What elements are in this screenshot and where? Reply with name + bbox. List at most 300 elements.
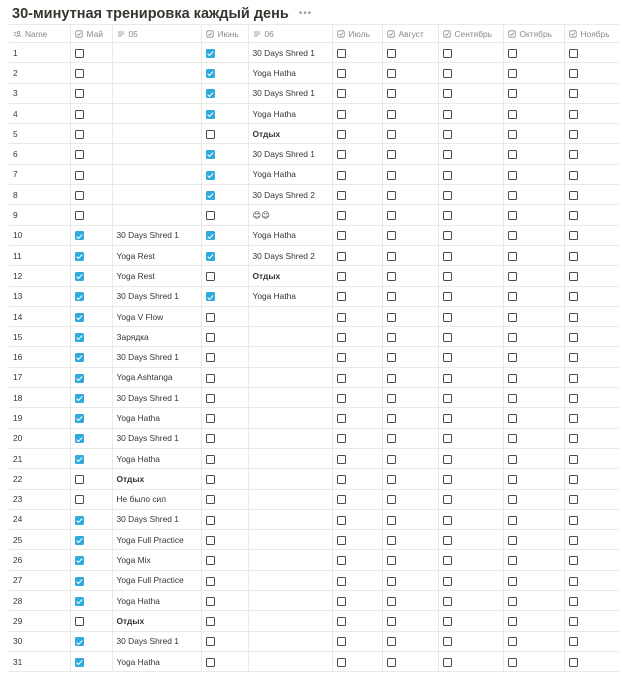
column-header-name[interactable]	[9, 25, 70, 43]
checkbox-unchecked[interactable]	[443, 231, 452, 240]
checkbox-cell-jul[interactable]	[332, 428, 382, 448]
checkbox-cell-nov[interactable]	[564, 570, 619, 590]
checkbox-unchecked[interactable]	[508, 110, 517, 119]
checkbox-unchecked[interactable]	[569, 313, 578, 322]
checkbox-cell-oct[interactable]	[503, 63, 564, 83]
checkbox-unchecked[interactable]	[387, 597, 396, 606]
checkbox-checked[interactable]	[75, 536, 84, 545]
checkbox-unchecked[interactable]	[443, 617, 452, 626]
checkbox-unchecked[interactable]	[508, 495, 517, 504]
checkbox-cell-nov[interactable]	[564, 306, 619, 326]
checkbox-unchecked[interactable]	[569, 556, 578, 565]
checkbox-cell-jul[interactable]	[332, 124, 382, 144]
checkbox-unchecked[interactable]	[75, 191, 84, 200]
checkbox-unchecked[interactable]	[443, 374, 452, 383]
checkbox-unchecked[interactable]	[387, 292, 396, 301]
table-row[interactable]	[9, 103, 619, 123]
checkbox-unchecked[interactable]	[443, 637, 452, 646]
checkbox-checked[interactable]	[75, 272, 84, 281]
checkbox-cell-may[interactable]	[70, 448, 112, 468]
column-header-aug[interactable]	[382, 25, 438, 43]
checkbox-cell-sep[interactable]	[438, 570, 503, 590]
checkbox-cell-sep[interactable]	[438, 530, 503, 550]
checkbox-cell-sep[interactable]	[438, 103, 503, 123]
checkbox-cell-jun[interactable]	[201, 43, 248, 63]
checkbox-cell-aug[interactable]	[382, 306, 438, 326]
checkbox-cell-oct[interactable]	[503, 245, 564, 265]
checkbox-cell-jun[interactable]	[201, 225, 248, 245]
checkbox-unchecked[interactable]	[206, 637, 215, 646]
checkbox-unchecked[interactable]	[508, 455, 517, 464]
checkbox-cell-jun[interactable]	[201, 266, 248, 286]
checkbox-checked[interactable]	[206, 171, 215, 180]
checkbox-cell-aug[interactable]	[382, 611, 438, 631]
checkbox-cell-aug[interactable]	[382, 63, 438, 83]
text-cell-jun-text[interactable]: Yoga Hatha	[248, 225, 332, 245]
checkbox-cell-sep[interactable]	[438, 509, 503, 529]
row-name-cell[interactable]: 21	[9, 448, 70, 468]
checkbox-unchecked[interactable]	[75, 69, 84, 78]
checkbox-cell-jun[interactable]	[201, 428, 248, 448]
checkbox-cell-jul[interactable]	[332, 347, 382, 367]
checkbox-unchecked[interactable]	[443, 150, 452, 159]
checkbox-unchecked[interactable]	[508, 231, 517, 240]
checkbox-cell-oct[interactable]	[503, 550, 564, 570]
checkbox-cell-may[interactable]	[70, 631, 112, 651]
table-row[interactable]	[9, 651, 619, 671]
checkbox-cell-jun[interactable]	[201, 185, 248, 205]
checkbox-cell-may[interactable]	[70, 205, 112, 225]
column-header-jun[interactable]	[201, 25, 248, 43]
text-cell-jun-text[interactable]: Yoga Hatha	[248, 164, 332, 184]
checkbox-checked[interactable]	[75, 516, 84, 525]
checkbox-checked[interactable]	[75, 414, 84, 423]
text-cell-may-text[interactable]	[112, 144, 201, 164]
checkbox-cell-jul[interactable]	[332, 651, 382, 671]
checkbox-cell-oct[interactable]	[503, 631, 564, 651]
checkbox-unchecked[interactable]	[206, 353, 215, 362]
table-row[interactable]	[9, 489, 619, 509]
text-cell-jun-text[interactable]	[248, 306, 332, 326]
checkbox-cell-oct[interactable]	[503, 591, 564, 611]
checkbox-cell-oct[interactable]	[503, 448, 564, 468]
checkbox-unchecked[interactable]	[337, 637, 346, 646]
table-row[interactable]	[9, 185, 619, 205]
checkbox-unchecked[interactable]	[569, 353, 578, 362]
row-name-cell[interactable]: 28	[9, 591, 70, 611]
checkbox-unchecked[interactable]	[206, 658, 215, 667]
checkbox-cell-jun[interactable]	[201, 408, 248, 428]
row-name-cell[interactable]: 7	[9, 164, 70, 184]
checkbox-checked[interactable]	[75, 597, 84, 606]
checkbox-cell-aug[interactable]	[382, 245, 438, 265]
checkbox-unchecked[interactable]	[443, 516, 452, 525]
checkbox-unchecked[interactable]	[508, 353, 517, 362]
checkbox-cell-jun[interactable]	[201, 63, 248, 83]
checkbox-cell-aug[interactable]	[382, 489, 438, 509]
checkbox-cell-may[interactable]	[70, 651, 112, 671]
checkbox-cell-oct[interactable]	[503, 347, 564, 367]
checkbox-unchecked[interactable]	[569, 536, 578, 545]
checkbox-cell-nov[interactable]	[564, 347, 619, 367]
checkbox-unchecked[interactable]	[206, 556, 215, 565]
checkbox-cell-sep[interactable]	[438, 286, 503, 306]
checkbox-cell-jul[interactable]	[332, 388, 382, 408]
checkbox-cell-may[interactable]	[70, 63, 112, 83]
checkbox-unchecked[interactable]	[337, 536, 346, 545]
checkbox-cell-jun[interactable]	[201, 367, 248, 387]
text-cell-jun-text[interactable]	[248, 428, 332, 448]
checkbox-cell-jul[interactable]	[332, 103, 382, 123]
checkbox-cell-jul[interactable]	[332, 164, 382, 184]
text-cell-may-text[interactable]: Yoga Hatha	[112, 591, 201, 611]
checkbox-cell-oct[interactable]	[503, 225, 564, 245]
checkbox-cell-nov[interactable]	[564, 530, 619, 550]
checkbox-cell-may[interactable]	[70, 509, 112, 529]
checkbox-unchecked[interactable]	[569, 597, 578, 606]
checkbox-cell-sep[interactable]	[438, 448, 503, 468]
checkbox-checked[interactable]	[206, 49, 215, 58]
checkbox-cell-oct[interactable]	[503, 327, 564, 347]
table-row[interactable]	[9, 408, 619, 428]
checkbox-unchecked[interactable]	[337, 374, 346, 383]
table-row[interactable]	[9, 469, 619, 489]
checkbox-cell-jun[interactable]	[201, 205, 248, 225]
checkbox-cell-sep[interactable]	[438, 124, 503, 144]
checkbox-unchecked[interactable]	[508, 89, 517, 98]
text-cell-may-text[interactable]: Yoga Full Practice	[112, 530, 201, 550]
checkbox-unchecked[interactable]	[387, 495, 396, 504]
checkbox-unchecked[interactable]	[508, 556, 517, 565]
checkbox-cell-may[interactable]	[70, 83, 112, 103]
table-row[interactable]	[9, 83, 619, 103]
checkbox-unchecked[interactable]	[569, 577, 578, 586]
text-cell-jun-text[interactable]	[248, 651, 332, 671]
checkbox-cell-jul[interactable]	[332, 327, 382, 347]
checkbox-checked[interactable]	[75, 455, 84, 464]
row-name-cell[interactable]: 4	[9, 103, 70, 123]
checkbox-cell-may[interactable]	[70, 43, 112, 63]
checkbox-cell-may[interactable]	[70, 164, 112, 184]
checkbox-unchecked[interactable]	[387, 333, 396, 342]
checkbox-cell-aug[interactable]	[382, 185, 438, 205]
checkbox-cell-aug[interactable]	[382, 388, 438, 408]
checkbox-unchecked[interactable]	[337, 597, 346, 606]
table-row[interactable]	[9, 448, 619, 468]
checkbox-unchecked[interactable]	[508, 536, 517, 545]
checkbox-unchecked[interactable]	[569, 89, 578, 98]
checkbox-cell-oct[interactable]	[503, 651, 564, 671]
checkbox-cell-oct[interactable]	[503, 164, 564, 184]
checkbox-unchecked[interactable]	[569, 637, 578, 646]
column-header-may[interactable]	[70, 25, 112, 43]
checkbox-unchecked[interactable]	[206, 394, 215, 403]
checkbox-unchecked[interactable]	[206, 414, 215, 423]
checkbox-cell-oct[interactable]	[503, 367, 564, 387]
checkbox-cell-jul[interactable]	[332, 63, 382, 83]
checkbox-cell-sep[interactable]	[438, 489, 503, 509]
checkbox-cell-oct[interactable]	[503, 83, 564, 103]
row-name-cell[interactable]: 13	[9, 286, 70, 306]
text-cell-may-text[interactable]: 30 Days Shred 1	[112, 225, 201, 245]
checkbox-cell-jun[interactable]	[201, 489, 248, 509]
checkbox-unchecked[interactable]	[443, 110, 452, 119]
checkbox-cell-jun[interactable]	[201, 550, 248, 570]
checkbox-unchecked[interactable]	[569, 252, 578, 261]
row-name-cell[interactable]: 2	[9, 63, 70, 83]
checkbox-checked[interactable]	[206, 69, 215, 78]
row-name-cell[interactable]: 10	[9, 225, 70, 245]
checkbox-unchecked[interactable]	[508, 130, 517, 139]
text-cell-jun-text[interactable]: 30 Days Shred 2	[248, 185, 332, 205]
checkbox-cell-sep[interactable]	[438, 43, 503, 63]
text-cell-may-text[interactable]: Yoga V Flow	[112, 306, 201, 326]
checkbox-cell-sep[interactable]	[438, 225, 503, 245]
checkbox-cell-sep[interactable]	[438, 408, 503, 428]
checkbox-checked[interactable]	[75, 637, 84, 646]
checkbox-unchecked[interactable]	[337, 516, 346, 525]
checkbox-cell-sep[interactable]	[438, 63, 503, 83]
checkbox-unchecked[interactable]	[206, 455, 215, 464]
checkbox-unchecked[interactable]	[387, 89, 396, 98]
checkbox-cell-sep[interactable]	[438, 591, 503, 611]
checkbox-unchecked[interactable]	[569, 211, 578, 220]
checkbox-unchecked[interactable]	[337, 333, 346, 342]
checkbox-cell-may[interactable]	[70, 388, 112, 408]
checkbox-checked[interactable]	[206, 292, 215, 301]
text-cell-jun-text[interactable]: Отдых	[248, 266, 332, 286]
checkbox-unchecked[interactable]	[508, 150, 517, 159]
checkbox-cell-aug[interactable]	[382, 509, 438, 529]
checkbox-cell-jun[interactable]	[201, 164, 248, 184]
text-cell-jun-text[interactable]: Yoga Hatha	[248, 286, 332, 306]
checkbox-cell-aug[interactable]	[382, 83, 438, 103]
more-horizontal-icon[interactable]: •••	[298, 8, 313, 19]
text-cell-may-text[interactable]	[112, 164, 201, 184]
checkbox-cell-jun[interactable]	[201, 306, 248, 326]
row-name-cell[interactable]: 25	[9, 530, 70, 550]
text-cell-may-text[interactable]: 30 Days Shred 1	[112, 388, 201, 408]
checkbox-unchecked[interactable]	[337, 292, 346, 301]
checkbox-cell-jul[interactable]	[332, 306, 382, 326]
row-name-cell[interactable]: 30	[9, 631, 70, 651]
row-name-cell[interactable]: 1	[9, 43, 70, 63]
text-cell-may-text[interactable]: Yoga Hatha	[112, 408, 201, 428]
checkbox-cell-oct[interactable]	[503, 124, 564, 144]
checkbox-unchecked[interactable]	[387, 252, 396, 261]
checkbox-cell-jul[interactable]	[332, 185, 382, 205]
checkbox-cell-sep[interactable]	[438, 388, 503, 408]
checkbox-unchecked[interactable]	[206, 374, 215, 383]
checkbox-cell-aug[interactable]	[382, 164, 438, 184]
checkbox-unchecked[interactable]	[337, 231, 346, 240]
checkbox-checked[interactable]	[75, 577, 84, 586]
table-row[interactable]	[9, 591, 619, 611]
checkbox-unchecked[interactable]	[569, 333, 578, 342]
text-cell-may-text[interactable]: Yoga Mix	[112, 550, 201, 570]
table-row[interactable]	[9, 205, 619, 225]
checkbox-unchecked[interactable]	[508, 475, 517, 484]
table-row[interactable]	[9, 266, 619, 286]
text-cell-may-text[interactable]: 30 Days Shred 1	[112, 428, 201, 448]
checkbox-unchecked[interactable]	[206, 617, 215, 626]
text-cell-jun-text[interactable]	[248, 611, 332, 631]
checkbox-unchecked[interactable]	[337, 110, 346, 119]
checkbox-checked[interactable]	[206, 252, 215, 261]
checkbox-unchecked[interactable]	[75, 49, 84, 58]
table-row[interactable]	[9, 428, 619, 448]
checkbox-unchecked[interactable]	[387, 110, 396, 119]
checkbox-unchecked[interactable]	[337, 394, 346, 403]
checkbox-cell-sep[interactable]	[438, 651, 503, 671]
table-row[interactable]	[9, 367, 619, 387]
checkbox-cell-may[interactable]	[70, 225, 112, 245]
checkbox-unchecked[interactable]	[337, 69, 346, 78]
checkbox-unchecked[interactable]	[75, 171, 84, 180]
table-row[interactable]	[9, 550, 619, 570]
checkbox-cell-may[interactable]	[70, 469, 112, 489]
checkbox-unchecked[interactable]	[337, 556, 346, 565]
checkbox-cell-oct[interactable]	[503, 570, 564, 590]
checkbox-unchecked[interactable]	[443, 577, 452, 586]
checkbox-unchecked[interactable]	[75, 475, 84, 484]
checkbox-unchecked[interactable]	[443, 455, 452, 464]
text-cell-may-text[interactable]: Отдых	[112, 469, 201, 489]
checkbox-unchecked[interactable]	[443, 211, 452, 220]
text-cell-jun-text[interactable]: 😊😉	[248, 205, 332, 225]
checkbox-unchecked[interactable]	[75, 495, 84, 504]
checkbox-cell-jun[interactable]	[201, 631, 248, 651]
table-row[interactable]	[9, 225, 619, 245]
checkbox-cell-aug[interactable]	[382, 286, 438, 306]
checkbox-unchecked[interactable]	[387, 637, 396, 646]
checkbox-unchecked[interactable]	[443, 69, 452, 78]
text-cell-may-text[interactable]: Yoga Full Practice	[112, 570, 201, 590]
text-cell-jun-text[interactable]: Yoga Hatha	[248, 103, 332, 123]
row-name-cell[interactable]: 20	[9, 428, 70, 448]
checkbox-unchecked[interactable]	[443, 272, 452, 281]
checkbox-cell-jul[interactable]	[332, 225, 382, 245]
column-header-jun-text[interactable]	[248, 25, 332, 43]
checkbox-unchecked[interactable]	[387, 49, 396, 58]
row-name-cell[interactable]: 11	[9, 245, 70, 265]
checkbox-cell-aug[interactable]	[382, 367, 438, 387]
text-cell-jun-text[interactable]	[248, 388, 332, 408]
checkbox-checked[interactable]	[75, 374, 84, 383]
text-cell-may-text[interactable]: 30 Days Shred 1	[112, 286, 201, 306]
checkbox-unchecked[interactable]	[387, 69, 396, 78]
checkbox-unchecked[interactable]	[508, 313, 517, 322]
row-name-cell[interactable]: 8	[9, 185, 70, 205]
checkbox-cell-jun[interactable]	[201, 347, 248, 367]
column-header-may-text[interactable]	[112, 25, 201, 43]
checkbox-cell-oct[interactable]	[503, 205, 564, 225]
checkbox-cell-jul[interactable]	[332, 205, 382, 225]
column-header-oct[interactable]	[503, 25, 564, 43]
checkbox-unchecked[interactable]	[387, 353, 396, 362]
checkbox-cell-jun[interactable]	[201, 591, 248, 611]
table-row[interactable]	[9, 245, 619, 265]
checkbox-cell-nov[interactable]	[564, 489, 619, 509]
checkbox-unchecked[interactable]	[337, 313, 346, 322]
checkbox-unchecked[interactable]	[443, 394, 452, 403]
checkbox-cell-jul[interactable]	[332, 469, 382, 489]
row-name-cell[interactable]: 14	[9, 306, 70, 326]
checkbox-unchecked[interactable]	[443, 536, 452, 545]
text-cell-may-text[interactable]: Yoga Rest	[112, 266, 201, 286]
checkbox-cell-jul[interactable]	[332, 489, 382, 509]
checkbox-checked[interactable]	[75, 434, 84, 443]
checkbox-unchecked[interactable]	[337, 353, 346, 362]
checkbox-cell-aug[interactable]	[382, 469, 438, 489]
checkbox-unchecked[interactable]	[337, 495, 346, 504]
checkbox-cell-may[interactable]	[70, 367, 112, 387]
checkbox-unchecked[interactable]	[387, 536, 396, 545]
checkbox-unchecked[interactable]	[387, 577, 396, 586]
checkbox-cell-jul[interactable]	[332, 144, 382, 164]
checkbox-checked[interactable]	[75, 556, 84, 565]
row-name-cell[interactable]: 26	[9, 550, 70, 570]
text-cell-jun-text[interactable]	[248, 631, 332, 651]
checkbox-cell-nov[interactable]	[564, 550, 619, 570]
checkbox-cell-may[interactable]	[70, 570, 112, 590]
checkbox-cell-nov[interactable]	[564, 651, 619, 671]
checkbox-cell-oct[interactable]	[503, 530, 564, 550]
checkbox-cell-nov[interactable]	[564, 591, 619, 611]
checkbox-cell-jun[interactable]	[201, 611, 248, 631]
checkbox-cell-jun[interactable]	[201, 124, 248, 144]
checkbox-cell-oct[interactable]	[503, 509, 564, 529]
checkbox-unchecked[interactable]	[569, 272, 578, 281]
row-name-cell[interactable]: 6	[9, 144, 70, 164]
text-cell-jun-text[interactable]: 30 Days Shred 1	[248, 144, 332, 164]
checkbox-unchecked[interactable]	[443, 556, 452, 565]
row-name-cell[interactable]: 19	[9, 408, 70, 428]
checkbox-cell-jul[interactable]	[332, 611, 382, 631]
checkbox-cell-jul[interactable]	[332, 631, 382, 651]
checkbox-unchecked[interactable]	[206, 516, 215, 525]
checkbox-unchecked[interactable]	[569, 292, 578, 301]
checkbox-unchecked[interactable]	[75, 130, 84, 139]
table-row[interactable]	[9, 144, 619, 164]
checkbox-cell-oct[interactable]	[503, 306, 564, 326]
checkbox-cell-jul[interactable]	[332, 591, 382, 611]
text-cell-jun-text[interactable]	[248, 570, 332, 590]
checkbox-cell-oct[interactable]	[503, 388, 564, 408]
text-cell-jun-text[interactable]: Отдых	[248, 124, 332, 144]
checkbox-cell-aug[interactable]	[382, 550, 438, 570]
checkbox-unchecked[interactable]	[443, 434, 452, 443]
checkbox-cell-aug[interactable]	[382, 124, 438, 144]
checkbox-cell-jun[interactable]	[201, 286, 248, 306]
table-row[interactable]	[9, 63, 619, 83]
checkbox-cell-nov[interactable]	[564, 631, 619, 651]
row-name-cell[interactable]: 24	[9, 509, 70, 529]
checkbox-unchecked[interactable]	[337, 414, 346, 423]
table-row[interactable]	[9, 530, 619, 550]
checkbox-unchecked[interactable]	[337, 658, 346, 667]
checkbox-unchecked[interactable]	[337, 191, 346, 200]
checkbox-cell-may[interactable]	[70, 530, 112, 550]
row-name-cell[interactable]: 16	[9, 347, 70, 367]
checkbox-cell-may[interactable]	[70, 408, 112, 428]
row-name-cell[interactable]: 22	[9, 469, 70, 489]
checkbox-unchecked[interactable]	[569, 150, 578, 159]
checkbox-checked[interactable]	[75, 231, 84, 240]
checkbox-cell-nov[interactable]	[564, 448, 619, 468]
checkbox-unchecked[interactable]	[508, 49, 517, 58]
checkbox-cell-aug[interactable]	[382, 428, 438, 448]
